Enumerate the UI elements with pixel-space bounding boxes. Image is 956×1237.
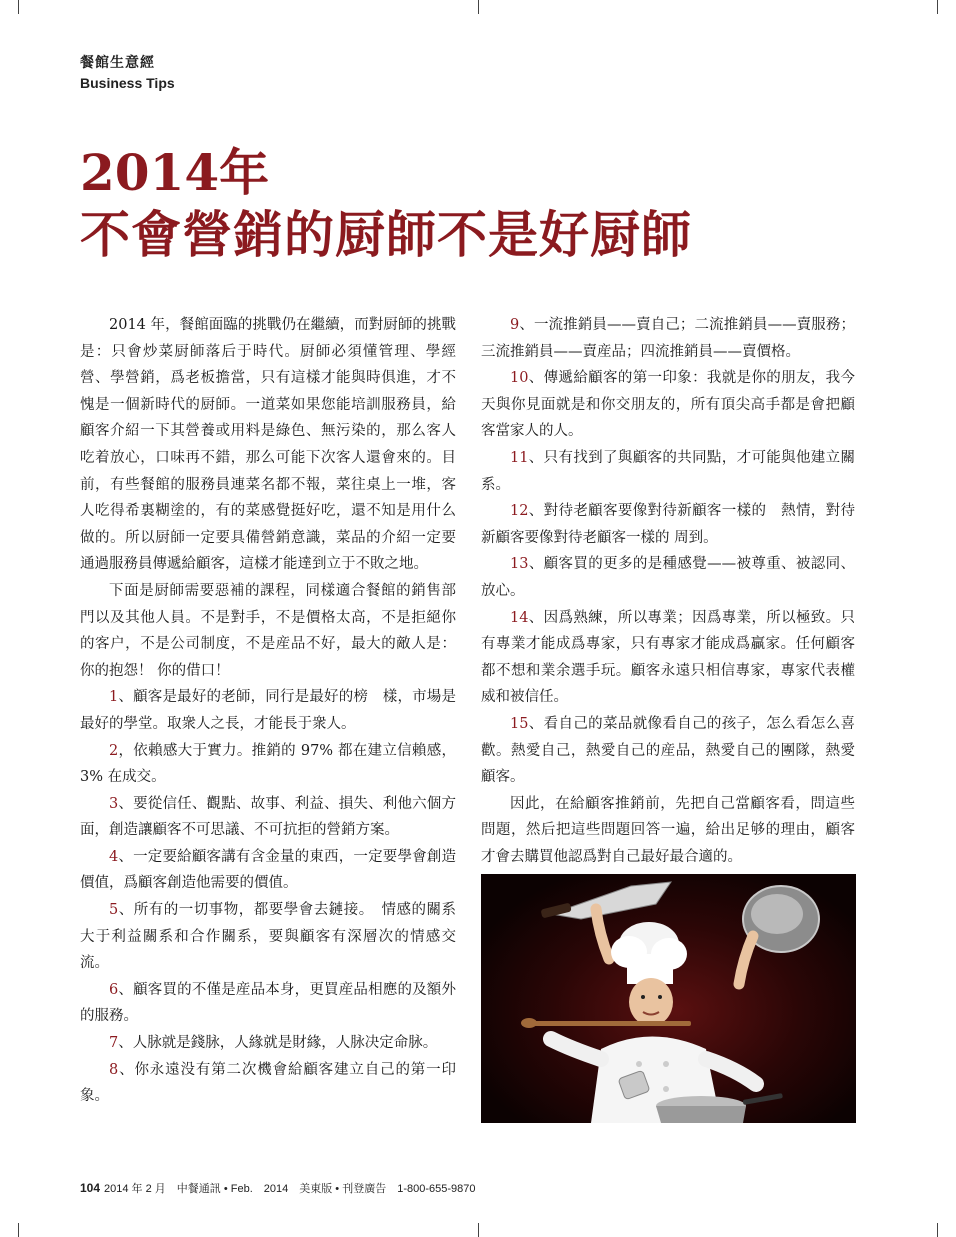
title-line-1: 2014年 [80, 143, 270, 202]
section-label-cn: 餐館生意經 [80, 55, 155, 71]
title-line-2: 不會營銷的厨師不是好厨師 [80, 205, 692, 264]
right-column [481, 312, 855, 870]
list-item: 6、顧客買的不僅是産品本身，更買産品相應的及額外的服務。 [80, 981, 456, 1025]
list-item: 11、只有找到了與顧客的共同點，才可能與他建立關系。 [481, 449, 855, 493]
crop-mark [937, 1223, 938, 1237]
list-item: 5、所有的一切事物，都要學會去鏈接。 情感的關系大于利益關系和合作關系，要與顧客有深層次的情感交流。 [80, 902, 456, 972]
chef-hat-icon [611, 922, 687, 984]
list-item: 15、看自己的菜品就像看自己的孩子，怎么看怎么喜歡。熱愛自己，熱愛自己的産品，熱愛自己的團隊，熱愛顧客。 [481, 715, 855, 786]
list-item: 9、一流推銷員——賣自己；二流推銷員——賣服務；三流推銷員——賣産品；四流推銷員——賣價格。 [481, 317, 855, 360]
list-item: 2，依賴感大于實力。推銷的 97% 都在建立信賴感，3% 在成交。 [80, 742, 456, 786]
section-label-en: Business Tips [80, 75, 175, 91]
list-item: 12、對待老顧客要像對待新顧客一樣的 熱情，對待新顧客要像對待老顧客一樣的 周到。 [481, 503, 855, 546]
list-item: 14、因爲熟練，所以專業；因爲專業，所以極致。只有專業才能成爲專家，只有專家才能成爲贏家。任何顧客都不想和業余選手玩。顧客永遠只相信專家，專家代表權威和被信任。 [481, 609, 855, 706]
list-item: 10、傳遞給顧客的第一印象：我就是你的朋友，我今天與你見面就是和你交朋友的，所有頂尖高手都是會把顧客當家人的人。 [481, 370, 855, 440]
list-item: 13、顧客買的更多的是種感覺——被尊重、被認同、放心。 [481, 556, 855, 599]
chef-photo [481, 874, 856, 1123]
crop-mark [478, 0, 479, 14]
crop-mark [18, 1223, 19, 1237]
paragraph: 下面是厨師需要惡補的課程，同樣適合餐館的銷售部門以及其他人員。不是對手，不是價格太高，不是拒絕你的客户，不是公司制度，不是産品不好，最大的敵人是：你的抱怨！ 你的借口！ [80, 582, 456, 679]
page-number: 104 [80, 1181, 101, 1195]
list-item: 4、一定要給顧客講有含金量的東西，一定要學會創造價值，爲顧客創造他需要的價值。 [80, 848, 456, 892]
crop-mark [937, 0, 938, 14]
left-column [80, 312, 456, 1110]
list-item: 7、人脉就是錢脉，人緣就是財緣，人脉决定命脉。 [109, 1035, 438, 1052]
chef-illustration [481, 874, 856, 1123]
list-item: 8、你永遠没有第二次機會給顧客建立自己的第一印象。 [80, 1061, 456, 1105]
cleaver-icon [540, 882, 671, 919]
list-item: 1、顧客是最好的老師，同行是最好的榜 樣，市場是最好的學堂。取衆人之長，才能長于衆人。 [80, 689, 456, 732]
paragraph: 因此，在給顧客推銷前，先把自己當顧客看，問這些問題，然后把這些問題回答一遍，給出足够的理由，顧客才會去購買他認爲對自己最好最合適的。 [481, 795, 855, 865]
crop-mark [478, 1223, 479, 1237]
article-title [80, 142, 692, 266]
paragraph: 2014 年，餐館面臨的挑戰仍在繼續，而對厨師的挑戰是：只會炒菜厨師落后于時代。厨師必須懂管理、學經營、學營銷，爲老板擔當，只有這樣才能與時俱進，才不愧是一個新時代的厨師。一道菜如果您能培訓服務員，給顧客介紹一下其營養或用料是綠色、無污染的，那么客人吃着放心，口味再不錯，那么可能下次客人還會來的。目前，有些餐館的服務員連菜名都不報，菜往桌上一堆，客人吃得希裏糊塗的，有的菜感覺挺好吃，還不知是用什么做的。所以厨師一定要具備營銷意識，菜品的介紹一定要通過服務員傳遞給顧客，這樣才能達到立于不敗之地。 [80, 317, 456, 573]
footer-text: 2014 年 2 月 中餐通訊 • Feb. 2014 美東版 • 刊登廣告 1-800-655-9870 [104, 1183, 476, 1195]
crop-mark [18, 0, 19, 14]
list-item: 3、要從信任、觀點、故事、利益、損失、利他六個方面，創造讓顧客不可思議、不可抗拒的營銷方案。 [80, 795, 456, 839]
page-footer [80, 1180, 475, 1196]
